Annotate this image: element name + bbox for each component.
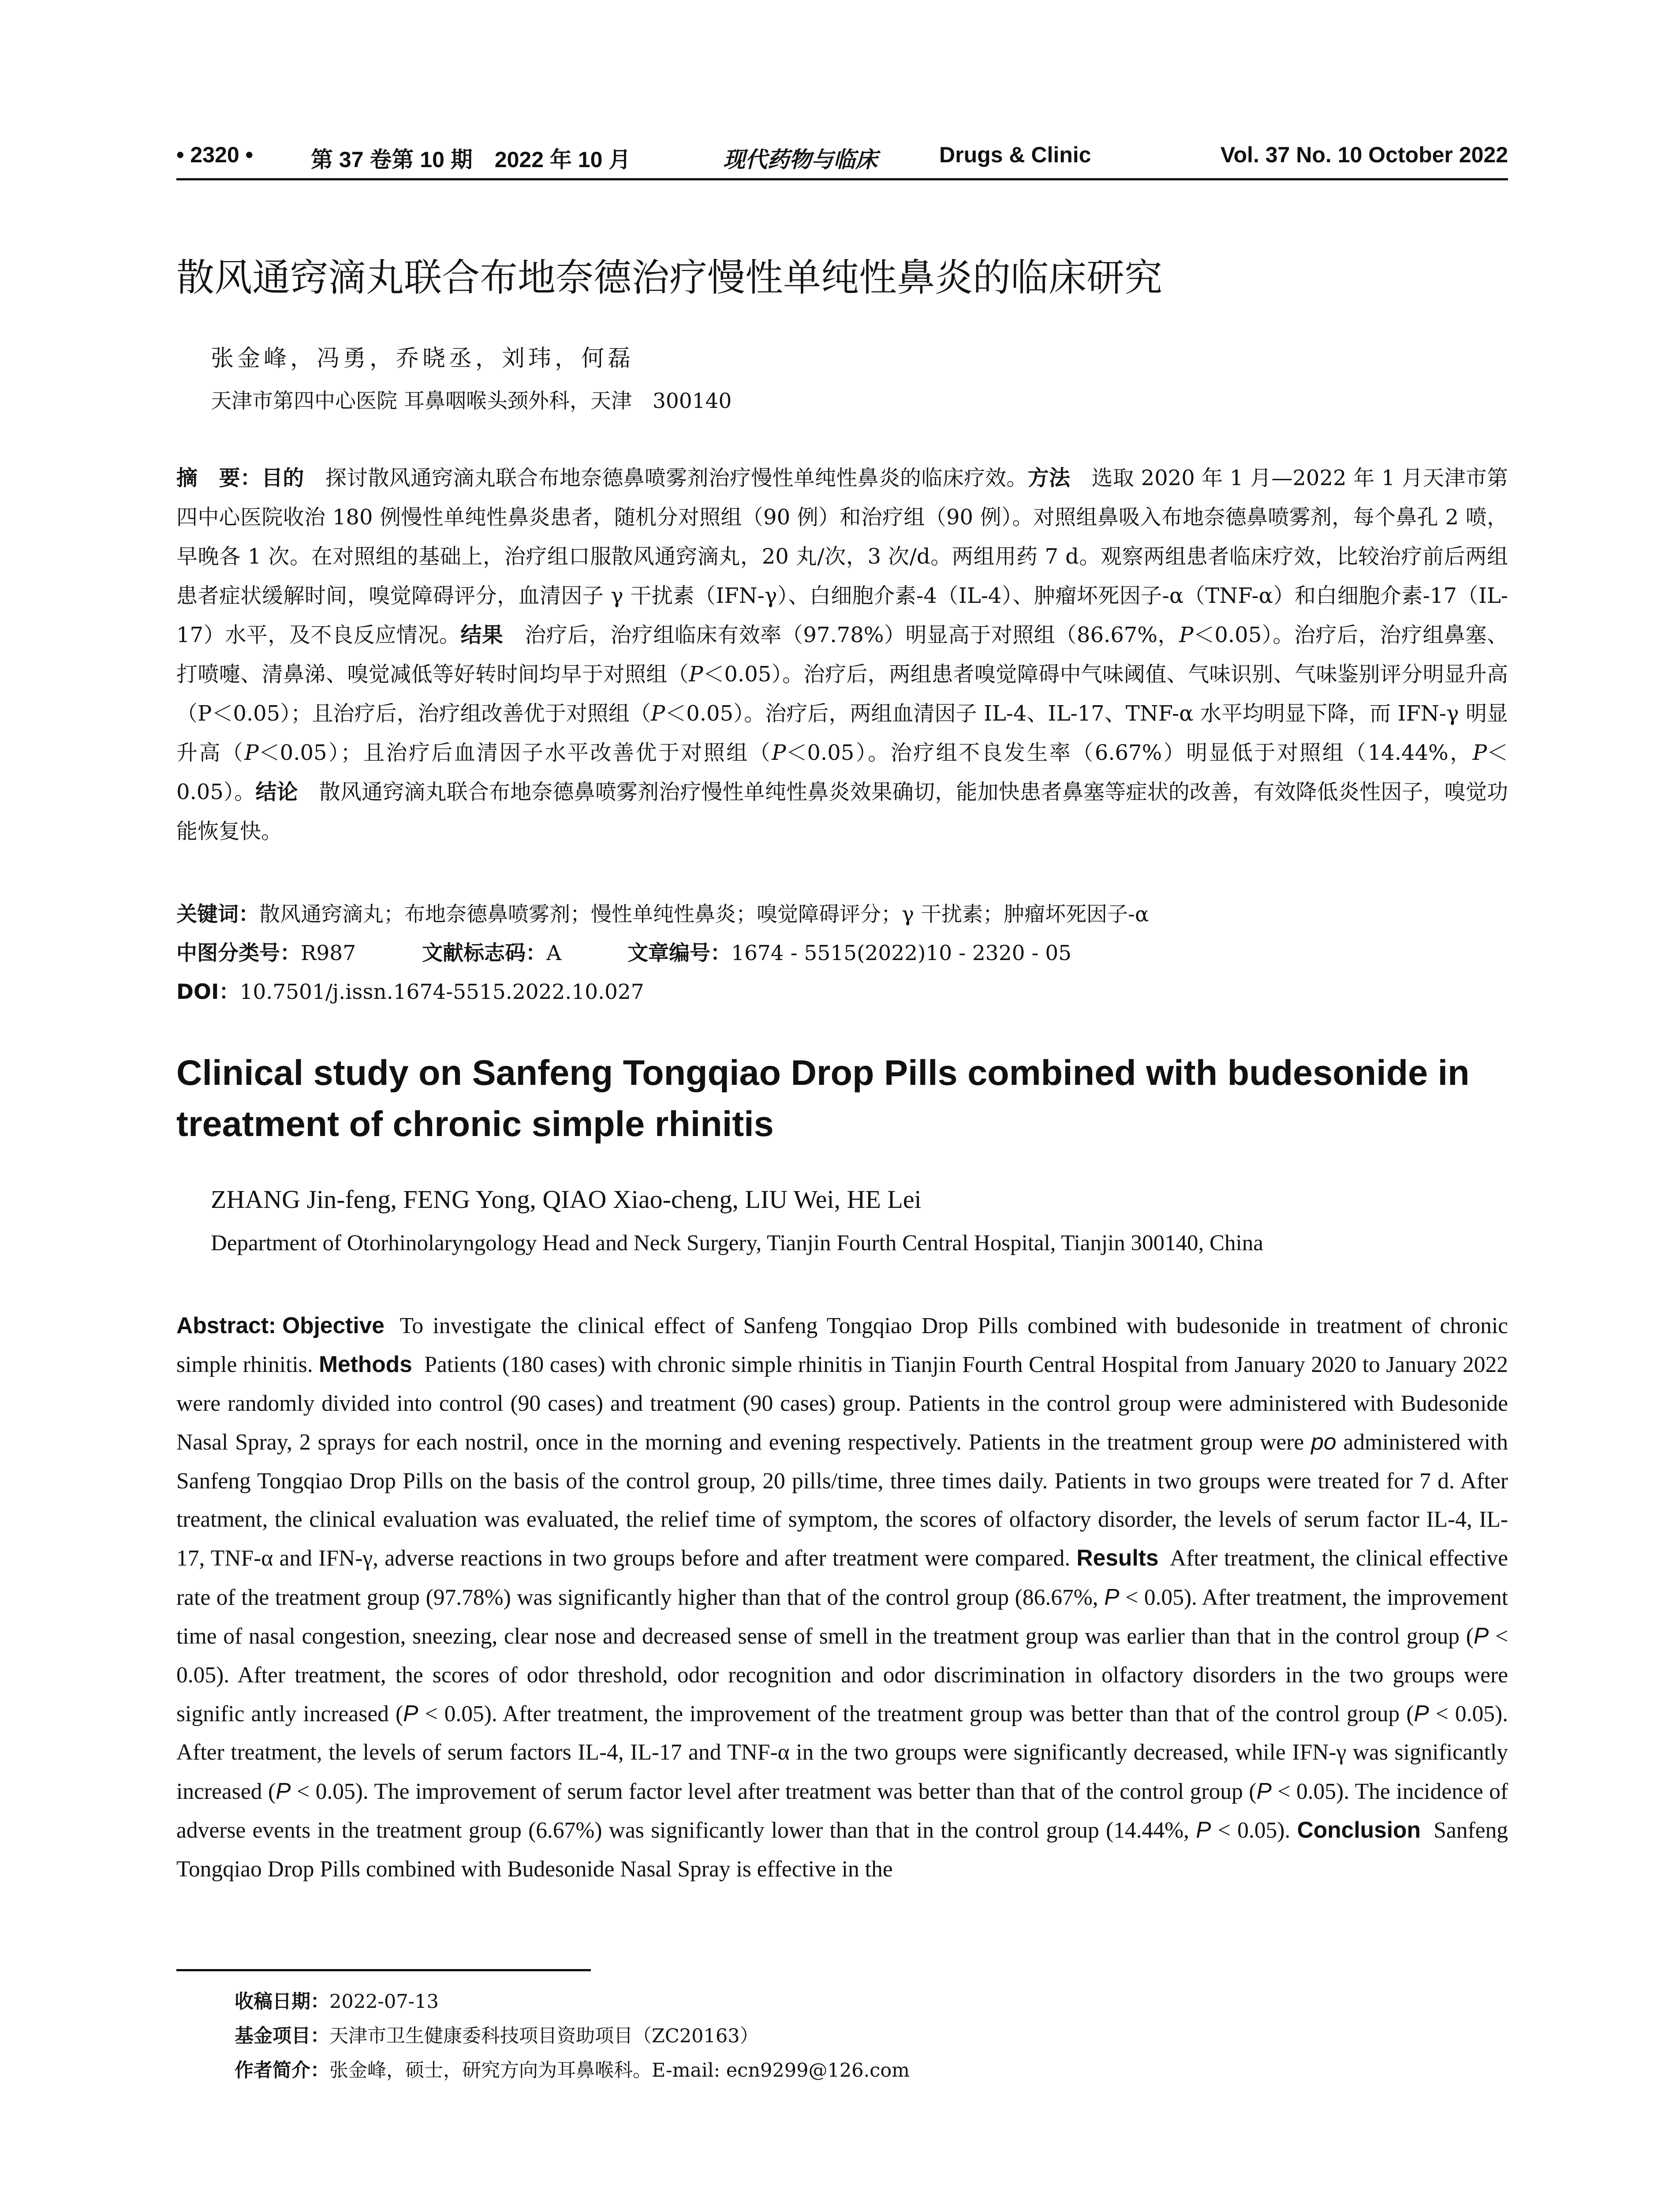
results-text-cn: ＜0.05）。治疗后，治疗组鼻塞、打喷嚏、清鼻涕、嗅觉减低等好转时间均早于对照组（ [176, 623, 1508, 687]
conclusion-text-en: Sanfeng Tongqiao Drop Pills combined with Budesonide Nasal Spray is effective in the [176, 1818, 1508, 1882]
results-text-cn: ＜0.05）。 [176, 740, 1508, 804]
objective-text-cn: 探讨散风通窍滴丸联合布地奈德鼻喷雾剂治疗慢性单纯性鼻炎的临床疗效。 [325, 466, 1028, 490]
affiliation-cn: 天津市第四中心医院 耳鼻咽喉头颈外科，天津 300140 [211, 389, 732, 413]
methods-text-en: administered with Sanfeng Tongqiao Drop Pills on the basis of the control group, 20 pills/time, three times daily. Patients in two groups were treated for 7 d. After treatment, the clinical evaluation was evaluated, the relief time of symptom, the scores of olfactory disorder, the levels of serum factor IL-4, IL-17, TNF-α and IFN-γ, adverse reactions in two groups before and after treatment were compared. [176, 1430, 1508, 1571]
p-value-symbol: P [1196, 1817, 1211, 1843]
received-date: 2022-07-13 [329, 1991, 439, 2013]
page-number: • 2320 • [176, 142, 254, 167]
objective-label-cn: 目的 [261, 466, 304, 490]
p-value-symbol: P [1414, 1700, 1429, 1727]
keywords-text: 散风通窍滴丸；布地奈德鼻喷雾剂；慢性单纯性鼻炎；嗅觉障碍评分；γ 干扰素；肿瘤坏死因子-α [259, 902, 1149, 927]
volume-issue-cn: 第 37 卷第 10 期 2022 年 10 月 [311, 147, 631, 172]
results-text-en: < 0.05). After treatment, the improvement of the treatment group was better than that of the control group ( [425, 1701, 1414, 1727]
methods-label-en: Methods [319, 1351, 412, 1377]
results-text-en: < 0.05). The improvement of serum factor level after treatment was better than that of the control group ( [297, 1779, 1257, 1804]
authors-en: ZHANG Jin-feng, FENG Yong, QIAO Xiao-cheng, LIU Wei, HE Lei [211, 1185, 922, 1214]
results-text-en: After treatment, the clinical effective rate of the treatment group (97.78%) was significantly higher than that of the control group (86.67%, [176, 1546, 1508, 1610]
conclusion-label-cn: 结论 [255, 780, 298, 804]
p-value-symbol: P [650, 701, 665, 726]
author-bio-label: 作者简介： [235, 2059, 329, 2082]
journal-name-cn: 现代药物与临床 [723, 147, 877, 172]
footnote-fund [235, 2021, 759, 2048]
results-text-en: < 0.05). After treatment, the scores of odor threshold, odor recognition and odor discrimination in olfactory disorders in the two groups were signific antly increased ( [176, 1624, 1508, 1727]
objective-label-en: Objective [282, 1312, 385, 1338]
abstract-en [176, 1306, 1508, 1888]
results-label-en: Results [1076, 1545, 1159, 1571]
p-value-symbol: P [1472, 740, 1487, 765]
article-number-label: 文章编号： [627, 941, 732, 965]
keywords-cn [176, 898, 1149, 927]
classification-line [176, 937, 1071, 966]
conclusion-text-cn: 散风通窍滴丸联合布地奈德鼻喷雾剂治疗慢性单纯性鼻炎效果确切，能加快患者鼻塞等症状的改善，有效降低炎性因子，嗅觉功能恢复快。 [176, 780, 1508, 844]
p-value-symbol: P [1256, 1778, 1272, 1804]
po-abbrev: po [1311, 1429, 1337, 1455]
affiliation-en: Department of Otorhinolaryngology Head and Neck Surgery, Tianjin Fourth Central Hospital, Tianjin 300140, China [211, 1231, 1263, 1256]
abstract-label-cn: 摘 要： [176, 466, 262, 490]
journal-name-en: Drugs & Clinic [939, 142, 1091, 167]
clc-value: R987 [301, 941, 356, 965]
abstract-cn [176, 459, 1508, 851]
authors-cn: 张金峰，冯勇，乔晓丞，刘玮，何磊 [211, 345, 635, 372]
results-text-cn: ＜0.05）。治疗后，两组血清因子 IL-4、IL-17、TNF-α 水平均明显下降，而 IFN-γ 明显升高（ [176, 701, 1508, 765]
p-value-symbol: P [244, 740, 259, 765]
received-label: 收稿日期： [235, 1991, 329, 2013]
footnote-received [235, 1987, 439, 2014]
footnote-author [235, 2056, 910, 2082]
p-value-symbol: P [772, 740, 786, 765]
running-header [176, 140, 1508, 180]
abstract-label-en: Abstract: [176, 1312, 276, 1338]
p-value-symbol: P [1473, 1623, 1489, 1649]
article-number-value: 1674 - 5515(2022)10 - 2320 - 05 [731, 941, 1072, 965]
p-value-symbol: P [276, 1778, 291, 1804]
results-text-en: < 0.05). After treatment, the improvement time of nasal congestion, sneezing, clear nose and decreased sense of smell in the treatment group was earlier than that in the control group ( [176, 1585, 1508, 1649]
footnote-divider [176, 1969, 591, 1971]
author-bio-text: 张金峰，硕士，研究方向为耳鼻喉科。E-mail: ecn9299@126.com [329, 2059, 910, 2082]
methods-text-cn: 选取 2020 年 1 月—2022 年 1 月天津市第四中心医院收治 180 例慢性单纯性鼻炎患者，随机分对照组（90 例）和治疗组（90 例）。对照组鼻吸入布地奈德鼻喷雾剂，每个鼻孔 2 喷，早晚各 1 次。在对照组的基础上，治疗组口服散风通窍滴丸，20 丸/次，3 次/d。两组用药 7 d。观察两组患者临床疗效，比较治疗前后两组患者症状缓解时间，嗅觉障碍评分，血清因子 γ 干扰素（IFN-γ）、白细胞介素-4（IL-4）、肿瘤坏死因子-α（TNF-α）和白细胞介素-17（IL-17）水平，及不良反应情况。 [176, 466, 1508, 647]
conclusion-label-en: Conclusion [1297, 1817, 1421, 1843]
doi-label: DOI： [176, 980, 240, 1004]
results-text-cn: 治疗后，治疗组临床有效率（97.78%）明显高于对照组（86.67%， [525, 623, 1180, 647]
p-value-symbol: P [689, 662, 703, 687]
fund-text: 天津市卫生健康委科技项目资助项目（ZC20163） [329, 2025, 759, 2047]
document-code-value: A [546, 941, 562, 965]
methods-label-cn: 方法 [1027, 466, 1071, 490]
p-value-symbol: P [1104, 1584, 1120, 1610]
volume-issue-en: Vol. 37 No. 10 October 2022 [1220, 142, 1508, 167]
keywords-label: 关键词： [176, 902, 259, 927]
clc-label: 中图分类号： [176, 941, 301, 965]
results-label-cn: 结果 [460, 623, 504, 647]
doi-line [176, 975, 644, 1005]
results-text-en: < 0.05). After treatment, the levels of serum factors IL-4, IL-17 and TNF-α in the two groups were significantly decreased, while IFN-γ was significantly increased ( [176, 1701, 1508, 1804]
results-text-cn: ＜0.05）。治疗组不良发生率（6.67%）明显低于对照组（14.44%， [786, 740, 1473, 765]
document-code-label: 文献标志码： [422, 941, 547, 965]
article-title-en: Clinical study on Sanfeng Tongqiao Drop Pills combined with budesonide in treatment of chronic simple rhinitis [176, 1053, 1470, 1144]
p-value-symbol: P [403, 1700, 418, 1727]
results-text-en: < 0.05). [1217, 1818, 1291, 1843]
article-title-cn: 散风通窍滴丸联合布地奈德治疗慢性单纯性鼻炎的临床研究 [176, 256, 1162, 300]
results-text-cn: ＜0.05）；且治疗后血清因子水平改善优于对照组（ [258, 740, 772, 765]
fund-label: 基金项目： [235, 2025, 329, 2047]
p-value-symbol: P [1179, 623, 1194, 647]
results-text-en: < 0.05). The incidence of adverse events in the treatment group (6.67%) was significantly lower than that in the control group (14.44%, [176, 1779, 1508, 1843]
doi-value: 10.7501/j.issn.1674-5515.2022.10.027 [239, 980, 644, 1004]
results-text-cn: ＜0.05）。治疗后，两组患者嗅觉障碍中气味阈值、气味识别、气味鉴别评分明显升高（P＜0.05）；且治疗后，治疗组改善优于对照组（ [176, 662, 1508, 726]
methods-text-en: Patients (180 cases) with chronic simple rhinitis in Tianjin Fourth Central Hospital from January 2020 to January 2022 were randomly divided into control (90 cases) and treatment (90 cases) group. Patients in the control group were administered with Budesonide Nasal Spray, 2 sprays for each nostril, once in the morning and evening respectively. Patients in the treatment group were [176, 1352, 1508, 1455]
objective-text-en: To investigate the clinical effect of Sanfeng Tongqiao Drop Pills combined with budesonide in treatment of chronic simple rhinitis. [176, 1313, 1508, 1378]
